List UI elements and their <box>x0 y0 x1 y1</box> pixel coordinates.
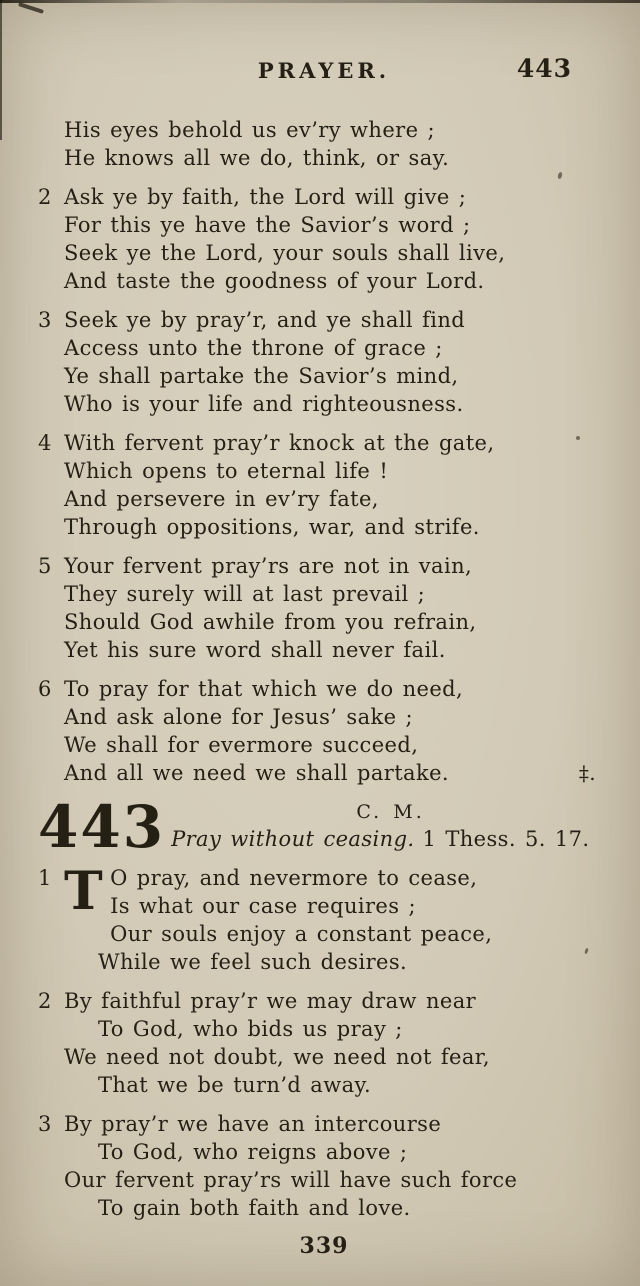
stanza-lines <box>64 987 610 1099</box>
stanza <box>38 987 610 1099</box>
verse-line: And taste the goodness of your Lord. <box>64 269 485 293</box>
verse-line: Ask ye by faith, the Lord will give ; <box>64 185 467 209</box>
stanza-lines <box>64 429 610 541</box>
verse-line: We shall for evermore succeed, <box>64 733 419 757</box>
stanza <box>38 306 610 418</box>
hymn-443-heading <box>38 793 610 861</box>
verse-line: Our fervent pray’rs will have such force <box>64 1168 518 1192</box>
running-title: PRAYER. <box>257 58 391 83</box>
stanza <box>38 1110 610 1222</box>
verse-line: By pray’r we have an intercourse <box>64 1112 442 1136</box>
verse-line: To gain both faith and love. <box>98 1196 411 1220</box>
page-footer <box>38 1233 610 1259</box>
stanza-number: 6 <box>38 677 52 701</box>
verse-line: Seek ye the Lord, your souls shall live, <box>64 241 506 265</box>
verse-line: They surely will at last prevail ; <box>64 582 426 606</box>
ink-speck <box>576 436 580 440</box>
verse-line: We need not doubt, we need not fear, <box>64 1045 490 1069</box>
scan-edge-top <box>0 0 640 3</box>
stanza-number: 2 <box>38 989 52 1013</box>
stanza-lines <box>64 552 610 664</box>
verse-line: Ye shall partake the Savior’s mind, <box>64 364 459 388</box>
verse-line: Should God awhile from you refrain, <box>64 610 477 634</box>
drop-cap: T <box>64 861 104 922</box>
stanza-number <box>38 116 64 172</box>
stanza-lines <box>64 675 610 787</box>
stanza-lines <box>64 861 610 976</box>
verse-line: He knows all we do, think, or say. <box>64 146 450 170</box>
hymn-443-stanzas <box>38 861 610 1222</box>
verse-line: To God, who bids us pray ; <box>98 1017 403 1041</box>
verse-line: And persevere in ev’ry fate, <box>64 487 379 511</box>
verse-line: Which opens to eternal life ! <box>64 459 389 483</box>
stanza-lines <box>64 306 610 418</box>
verse-line: Through oppositions, war, and strife. <box>64 515 480 539</box>
verse-line: That we be turn’d away. <box>98 1073 372 1097</box>
verse-line: Our souls enjoy a constant peace, <box>110 922 493 946</box>
verse-line: Your fervent pray’rs are not in vain, <box>64 554 473 578</box>
verse-line: To God, who reigns above ; <box>98 1140 408 1164</box>
corner-ink-mark <box>18 2 44 14</box>
verse-line: And all we need we shall partake. ‡. <box>64 761 596 785</box>
verse-line: And ask alone for Jesus’ sake ; <box>64 705 414 729</box>
stanza <box>38 429 610 541</box>
scan-edge-left <box>0 0 2 140</box>
verse-line: Is what our case requires ; <box>110 894 416 918</box>
stanza <box>38 183 610 295</box>
hymn-number-corner: 443 <box>516 54 572 83</box>
verse-line: Access unto the throne of grace ; <box>64 336 443 360</box>
verse-line: While we feel such desires. <box>98 950 408 974</box>
verse-line: With fervent pray’r knock at the gate, <box>64 431 495 455</box>
hymn-meter: C. M. <box>356 801 425 823</box>
verse-line: Who is your life and righteousness. <box>64 392 464 416</box>
stanza-lines <box>64 183 610 295</box>
stanza <box>38 861 610 976</box>
hymn-title-line <box>171 824 610 854</box>
stanza <box>38 552 610 664</box>
dagger-mark: ‡. <box>578 761 596 785</box>
stanza-number: 2 <box>38 185 52 209</box>
stanza-number: 3 <box>38 308 52 332</box>
stanza <box>38 116 610 172</box>
verse-line: By faithful pray’r we may draw near <box>64 989 477 1013</box>
page-header <box>38 54 610 90</box>
hymn-heading-text <box>171 798 610 854</box>
verse-line: For this ye have the Savior’s word ; <box>64 213 471 237</box>
hymn-number: 443 <box>38 793 166 861</box>
stanza <box>38 675 610 787</box>
hymn-title: Pray without ceasing. <box>171 827 415 851</box>
stanza-number: 4 <box>38 431 52 455</box>
scripture-reference: 1 Thess. 5. 17. <box>422 827 590 851</box>
stanza-lines <box>64 116 610 172</box>
page-number: 339 <box>299 1233 349 1259</box>
stanza-number: 5 <box>38 554 52 578</box>
verse-line: His eyes behold us ev’ry where ; <box>64 118 435 142</box>
verse-line: Yet his sure word shall never fail. <box>64 638 446 662</box>
verse-line: To pray for that which we do need, <box>64 677 464 701</box>
stanza-lines <box>64 1110 610 1222</box>
hymn-442-continuation <box>38 116 610 787</box>
stanza-number: 3 <box>38 1112 52 1136</box>
stanza-number: 1 <box>38 866 52 890</box>
verse-line: Seek ye by pray’r, and ye shall find <box>64 308 466 332</box>
verse-line: O pray, and nevermore to cease, <box>110 866 478 890</box>
